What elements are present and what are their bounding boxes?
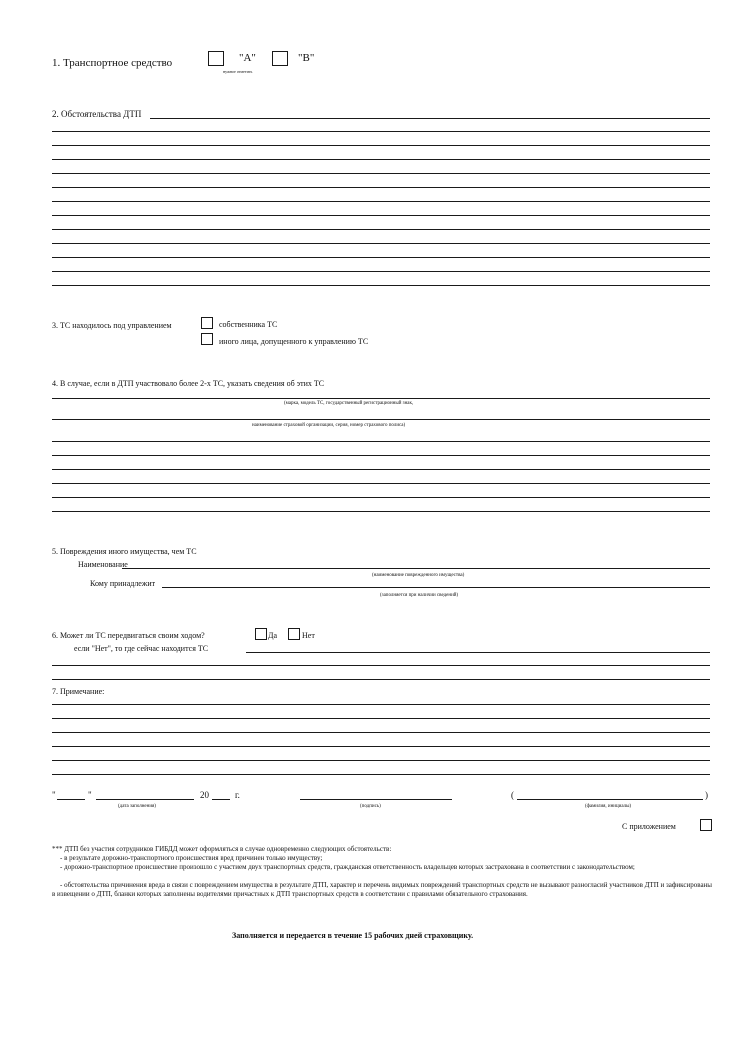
date-year-suffix: г. [235,790,240,800]
notes-line[interactable] [52,704,710,705]
name-paren-open: ( [511,790,514,800]
notes-line[interactable] [52,760,710,761]
vehicle-label: 1. Транспортное средство [52,57,173,69]
name-line[interactable] [517,799,703,800]
property-name-hint: (наименование поврежденного имущества) [372,573,465,578]
mobility-yes-label: Да [268,631,278,640]
date-quote-close: " [88,790,92,800]
other-driver-option-label: иного лица, допущенного к управлению ТС [219,337,369,346]
circumstances-line[interactable] [52,131,710,132]
circumstances-label: 2. Обстоятельства ДТП [52,109,142,119]
other-vehicles-line[interactable] [52,455,710,456]
circumstances-line[interactable] [52,243,710,244]
footnote-item-3: - обстоятельства причинения вреда в связи с повреждением имущества в результате ДТП, характер и перечень видимых повреждений транспортных средств не вызывают разногласий участников ДТП и зафиксированы в извещении о ДТП, бланки которых заполнены водителями причастных к ДТП транспортных средств в соответствии с правилами обязательного страхования. [52,881,712,898]
notes-label: 7. Примечание: [52,687,105,696]
vehicle-location-label: если "Нет", то где сейчас находится ТС [74,644,209,653]
circumstances-line[interactable] [52,159,710,160]
other-vehicles-line[interactable] [52,469,710,470]
vehicle-hint: нужное отметить [223,69,253,74]
vehicle-b-label: "В" [298,52,315,64]
signature-hint: (подпись) [360,804,381,809]
notes-line[interactable] [52,774,710,775]
circumstances-line[interactable] [52,201,710,202]
signature-line[interactable] [300,799,452,800]
date-year-line[interactable] [212,799,230,800]
name-paren-close: ) [705,790,708,800]
name-hint: (фамилия, инициалы) [585,804,632,809]
other-vehicles-line[interactable] [52,497,710,498]
property-owner-label: Кому принадлежит [90,579,156,588]
circumstances-line[interactable] [52,215,710,216]
other-vehicles-line[interactable] [52,483,710,484]
circumstances-line[interactable] [150,118,710,119]
property-owner-hint: (заполняется при наличии сведений) [380,593,459,598]
date-quote-open: " [52,790,56,800]
property-damage-label: 5. Повреждения иного имущества, чем ТС [52,547,197,556]
vehicle-b-checkbox[interactable] [272,51,288,66]
other-vehicles-hint-1: (марка, модель ТС, государственный регистрационный знак, [284,401,414,406]
other-vehicles-line[interactable] [52,511,710,512]
other-vehicles-line[interactable] [52,419,710,420]
circumstances-line[interactable] [52,257,710,258]
mobility-no-checkbox[interactable] [288,628,300,640]
owner-checkbox[interactable] [201,317,213,329]
vehicle-a-checkbox[interactable] [208,51,224,66]
footnote-item-1: - в результате дорожно-транспортного происшествия вред причинен только имуществу; [60,854,323,862]
mobility-label: 6. Может ли ТС передвигаться своим ходом? [52,631,205,640]
vehicle-location-line[interactable] [52,679,710,680]
vehicle-a-label: "А" [239,52,256,64]
footnote-intro: *** ДТП без участия сотрудников ГИБДД может оформляться в случае одновременно следующих обстоятельств: [52,845,392,853]
other-vehicles-label: 4. В случае, если в ДТП участвовало более 2-х ТС, указать сведения об этих ТС [52,379,325,388]
other-driver-checkbox[interactable] [201,333,213,345]
other-vehicles-line[interactable] [52,441,710,442]
property-owner-line[interactable] [162,587,710,588]
footnote-item-2: - дорожно-транспортное происшествие произошло с участием двух транспортных средств, гражданская ответственность владельцев которых застрахована в соответствии с законодательством; [60,863,635,871]
circumstances-line[interactable] [52,285,710,286]
footnote-bottom: Заполняется и передается в течение 15 рабочих дней страховщику. [232,931,474,940]
notes-line[interactable] [52,746,710,747]
notes-line[interactable] [52,732,710,733]
notes-line[interactable] [52,718,710,719]
circumstances-line[interactable] [52,187,710,188]
circumstances-line[interactable] [52,173,710,174]
attachments-label: С приложением [622,822,676,831]
vehicle-location-line[interactable] [246,652,710,653]
other-vehicles-hint-2: наименование страховой организации, серия, номер страхового полиса) [252,423,406,428]
date-year-prefix: 20 [200,790,209,800]
circumstances-line[interactable] [52,229,710,230]
date-hint: (дата заполнения) [118,804,156,809]
circumstances-line[interactable] [52,145,710,146]
circumstances-line[interactable] [52,271,710,272]
vehicle-location-line[interactable] [52,665,710,666]
driver-label: 3. ТС находилось под управлением [52,321,172,330]
other-vehicles-line[interactable] [52,398,710,399]
attachments-checkbox[interactable] [700,819,712,831]
owner-option-label: собственника ТС [219,320,278,329]
date-day-line[interactable] [57,799,85,800]
property-name-label: Наименование [78,560,128,569]
mobility-yes-checkbox[interactable] [255,628,267,640]
property-name-line[interactable] [122,568,710,569]
date-month-line[interactable] [96,799,194,800]
mobility-no-label: Нет [302,631,315,640]
